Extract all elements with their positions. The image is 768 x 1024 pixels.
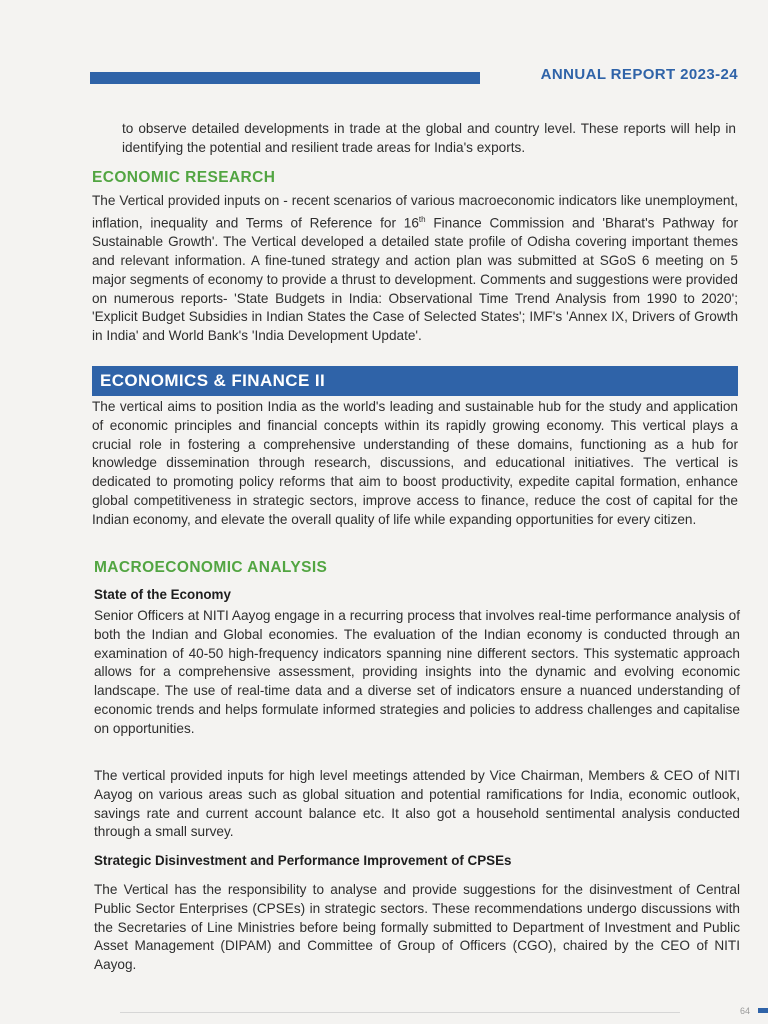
footer-divider [120,1012,680,1013]
economics-finance-paragraph: The vertical aims to position India as the world's leading and sustainable hub for the study and application of economic principles and financial concepts within its rapidly growing economy. This vertical plays a crucial role in fostering a comprehensive understanding of these domains, functioning as a hub for knowledge dissemination through research, discussions, and educational initiatives. The vertical is dedicated to promoting policy reforms that aim to boost productivity, expedite capital formation, enhance global competitiveness in strategic sectors, improve access to finance, reduce the cost of capital for the Indian economy, and elevate the overall quality of life while expanding opportunities for every citizen. [92,399,738,527]
report-title: ANNUAL REPORT 2023-24 [540,66,738,83]
state-of-economy-paragraph: Senior Officers at NITI Aayog engage in a recurring process that involves real-time performance analysis of both the Indian and Global economies. The evaluation of the Indian economy is conducted through an examination of 40-50 high-frequency indicators spanning nine different sectors. This systematic approach allows for a comprehensive assessment, providing insights into the dynamic and evolving economic landscape. The use of real-time data and a diverse set of indicators ensure a nuanced understanding of economic trends and helps formulate informed strategies and policies to address challenges and capitalise on opportunities. [94,608,740,736]
economic-research-paragraph [92,192,738,346]
macroeconomic-analysis-heading: MACROECONOMIC ANALYSIS [94,559,328,576]
state-of-economy-heading: State of the Economy [94,587,231,602]
superscript-th: th [418,214,426,224]
economic-research-text-1: The Vertical provided inputs on - recent scenarios of various macroeconomic indicators like unemployment, inflation, inequality and Terms of Reference for 16 [92,193,738,231]
disinvestment-paragraph: The Vertical has the responsibility to analyse and provide suggestions for the disinvestment of Central Public Sector Enterprises (CPSEs) in strategic sectors. These recommendations undergo discussions with the Secretaries of Line Ministries before being formally submitted to Department of Investment and Public Asset Management (DIPAM) and Committee of Group of Officers (CGO), chaired by the CEO of NITI Aayog. [94,882,740,973]
page-tab-marker [758,1008,768,1013]
high-level-inputs-paragraph: The vertical provided inputs for high level meetings attended by Vice Chairman, Members & CEO of NITI Aayog on various areas such as global situation and potential ramifications for India, economic outlook, savings rate and current account balance etc. It also got a household sentimental analysis conducted through a small survey. [94,768,740,840]
header-bar [90,72,480,84]
page-number: 64 [739,1006,750,1016]
economic-research-text-2: Finance Commission and 'Bharat's Pathway for Sustainable Growth'. The Vertical developed a detailed state profile of Odisha covering important themes and relevant information. A fine-tuned strategy and action plan was submitted at SGoS 6 meeting on 5 major segments of economy to provide a thrust to development. Comments and suggestions were provided on numerous reports- 'State Budgets in India: Observational Time Trend Analysis from 1990 to 2020'; 'Explicit Budget Subsidies in Indian States the Case of Selected States'; IMF's 'Annex IX, Drivers of Growth in India' and World Bank's 'India Development Update'. [92,215,738,344]
intro-paragraph: to observe detailed developments in trade at the global and country level. These reports will help in identifying the potential and resilient trade areas for India's exports. [122,121,736,155]
economic-research-heading: ECONOMIC RESEARCH [92,169,276,186]
disinvestment-heading: Strategic Disinvestment and Performance Improvement of CPSEs [94,853,512,868]
economics-finance-banner: ECONOMICS & FINANCE II [92,366,738,396]
